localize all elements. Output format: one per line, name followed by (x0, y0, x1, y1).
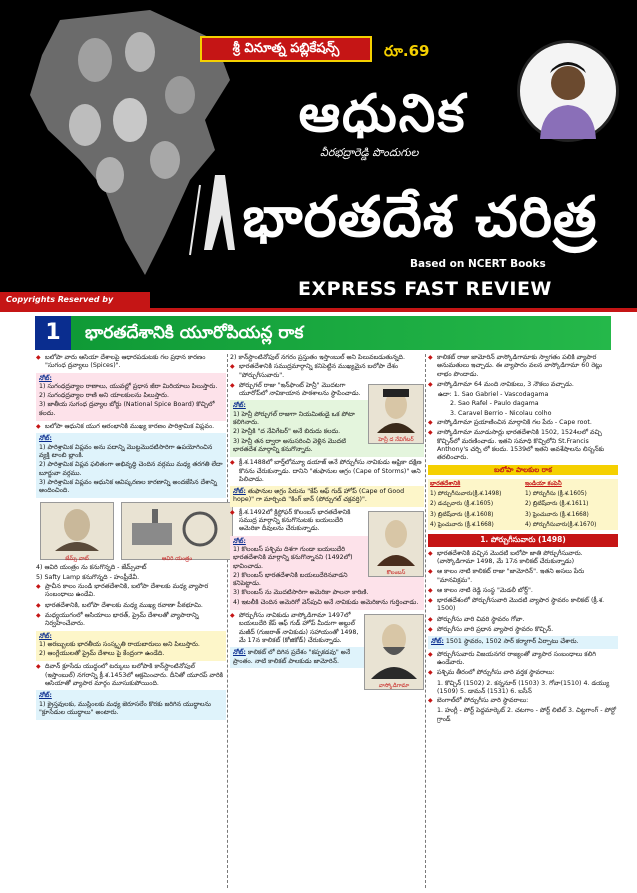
note-label: నోట్: (233, 537, 246, 545)
note-label: నోట్: (39, 374, 52, 382)
image-caption: హెన్రీ ద నేవిగేటర్ (378, 437, 414, 444)
bullet-text: ◆ దివాన్ క్రూసేడు యుద్ధంలో టర్కులు బలోపాకి కాన్‌స్టాంటినోపుల్ (ఇస్తాంబుల్) నగరాన్ని క్రీ.శ.1453లో ఆక్రమించారు. దీనితో యూరప్ వారికి ఆసియాతో వ్యాపార మార్గం మూసుకుపోయింది. (36, 663, 226, 688)
bullet-text: ◆ ప్రాచీన కాలం నుండి భారతదేశానికి, బలోపా దేశాలకు మధ్య వ్యాపార సంబంధాలు ఉండేవి. (36, 583, 226, 600)
note-item: 3) పారిశ్రామిక విప్లవం ఆధునిక ఆవిష్కరణల కారణాన్ని అందజేసిన దేశాన్ని అందించింది. (39, 478, 217, 495)
column-divider (227, 354, 228, 888)
image-caption: జేమ్స్ వాట్ (65, 555, 89, 562)
table-title: బలోపా పాలకుల రాక (428, 465, 618, 475)
bullet-text: ◆ భారతదేశంలో పోర్చుగీసువారి మొదటి వ్యాపార స్థావరం కాలికట్ (క్రీ.శ. 1500) (428, 597, 618, 614)
table-cell: 1) పోర్చుగీసు (క్రీ.శ.1605) (523, 489, 618, 499)
note-box (428, 636, 618, 648)
note-item: 1) హెన్రీ పోర్చుగల్ రాజుగా నియమితుడై ఒక పోటా కలిగినారు. (233, 410, 355, 427)
chapter-number: 1 (35, 316, 71, 350)
note-box (230, 486, 424, 507)
portrait-6 (150, 141, 180, 179)
note-item: 2) ఆంగ్లేయులతో ప్రైమ్ దేశాలు పై కేంద్రంగా ఉండేది. (39, 650, 165, 658)
note-label: నోట్: (233, 649, 246, 657)
bullet-text: ◆ భారతదేశానికి వచ్చిన మొదటి బలోపా జాతి పోర్చుగీసువారు. (వాస్కోడిగామా 1498, మే 17న కాలికట్ చేరుకున్నాడు) (428, 550, 618, 567)
list-item: 1. హుగ్లీ - పోర్ట్ పెద్దమార్కెట్ 2. చటగాం - పోర్ట్ లిటిల్ 3. చిట్టగాంగ్ - పోర్టో గ్రాండ్ (437, 707, 617, 723)
portrait-5 (113, 98, 147, 142)
chapter-title: భారతదేశానికి యూరోపియన్ల రాక (71, 316, 611, 350)
table-row (428, 510, 618, 520)
bullet-text: ◆ కాలికట్ రాజు జామోరిన్ వాస్కోడిగామాకు స్వాగతం పలికి వ్యాపార అనుమతులు ఇచ్చాడు. ఈ వ్యాపారం వలన వాస్కోడిగామా 60 రెట్లు లాభం పొందాడు. (428, 354, 618, 379)
bullet-text: ◆ పోర్చుగీసు వారి ప్రధాన వ్యాపార స్థావరం కొచ్చిన్. (428, 626, 618, 634)
bullet-text: ◆ ఆ కాలం నాటి రెడ్డి సంస్థ "మెడలీ బోర్డ్". (428, 587, 618, 595)
bullet-text: ◆ భారతదేశానికి సముద్రమార్గాన్ని కనిపెట్టిన ముఖ్యమైన బలోపా దేశం "పోర్చుగీసువారు". (230, 363, 424, 380)
note-label: నోట్: (39, 632, 52, 640)
table-row (428, 499, 618, 509)
note-label: నోట్: (39, 692, 52, 700)
bullet-text: ◆ వాస్కోడిగామా ప్రయాణించిన మార్గానికి గల పేరు - Cape root. (428, 419, 618, 427)
bullet-text: ◆ భారతదేశానికి, బలోపా దేశాలకు మధ్య ముఖ్య రవాణా పీఠభూమి. (36, 602, 226, 610)
arrival-table (428, 479, 618, 530)
note-box (36, 690, 226, 720)
image-caption: ఆవిరి యంత్రం (161, 555, 193, 562)
table-cell: 3) బ్రిటిష్‌వారు (క్రీ.శ.1608) (428, 510, 523, 520)
bullet-text: ◆ వాస్కోడిగామా మూడుసార్లు భారతదేశానికి 1502, 1524లలో వచ్చి కొచ్చిన్‌లో మరణించాడు. ఇతని సమాధి కొచ్చిలోని St.Francis Anthony's చర్చి లో కలదు. 1539లో ఇతని అవశేషాలను లిస్బన్‌కు తరలించారు. (428, 429, 618, 462)
ship-item: ఉదా: 1. Sao Gabriel - Vascodagama (438, 391, 549, 399)
table-header-cell: భారతదేశానికి (428, 479, 523, 489)
list-item: 5) Safty Lamp కనుగొన్నది - హంఫ్రీడేవీ. (36, 573, 140, 581)
bullet-text: ◆ పోర్చుగీసువారు విజయనగర రాజ్యంతో వ్యాపార సంబంధాలు కలిగి ఉండేవారు. (428, 651, 618, 668)
steam-engine-illustration (121, 502, 233, 560)
book-title-line2: భారతదేశ చరిత్ర (242, 185, 598, 250)
image-caption: కొలంబస్ (386, 570, 406, 577)
ncert-note: Based on NCERT Books (410, 258, 546, 270)
note-item: 2) హెన్రీకి "ద నేవిగేటర్" అనే బిరుదు కలదు. (233, 428, 341, 436)
table-cell: 1) పోర్చుగీసువారు(క్రీ.శ.1498) (428, 489, 523, 499)
book-title-line1: ఆధునిక (298, 84, 467, 144)
james-watt-portrait (40, 502, 114, 560)
bullet-text: ◆ పోర్చుగల్ రాజు "ఇన్‌ఫాంట్ హెన్రీ" మొదటగా యూరోప్‌లో నావికాయాన పాఠశాలను స్థాపించాడు. (230, 382, 424, 399)
note-item: 3) జాతీయ సుగంధ ద్రవ్యాల బోర్డు (National Spice Board) కొచ్చిలో కలదు. (39, 401, 215, 417)
bullet-text: ◆ పోర్చుగీసు వారి చివరి స్థావరం గోవా. (428, 616, 618, 624)
note-item: 3) హెన్రీ తన ద్వారా అనుసరించి వెళ్లిన మొదటి భారతదేశ మార్గాన్ని కనుగొన్నారు. (233, 437, 346, 453)
column-1 (36, 354, 226, 722)
column-divider (425, 354, 426, 888)
bullet-text: ◆ మధ్యయుగంలో ఆసియాలు భారత్, ప్రైమ్ దేశాలతో వ్యాపారాన్ని నిర్వహించేవారు. (36, 612, 226, 629)
note-label: నోట్: (431, 638, 444, 646)
portrait-2 (125, 32, 155, 72)
bullet-text: ◆ బెంగాల్‌లో పోర్చుగీసు వారి స్థావరాలు: (428, 697, 618, 705)
table-cell: 4) ఫ్రెంచువారు (క్రీ.శ.1668) (428, 520, 523, 530)
table-cell: 2) బ్రిటిష్‌వారు (క్రీ.శ.1611) (523, 499, 618, 509)
note-box (36, 433, 226, 498)
note-item: 4) ఇటలీకి చెందిన అమెరిగో వెస్‌పుచి అనే నావికుడు అమెరికాను గుర్తించాడు. (233, 598, 419, 606)
section-heading: 1. పోర్చుగీసువారు (1498) (428, 534, 618, 546)
table-cell: 3) ఫ్రెంచువారు (క్రీ.శ.1668) (523, 510, 618, 520)
table-row (428, 489, 618, 499)
portrait-1 (78, 38, 112, 82)
note-item: 1) పారిశ్రామిక విప్లవం అను పదాన్ని మొట్టమొదటిసారిగా ఉపయోగించిన వ్యక్తి టాంబి బ్లాంకి. (39, 443, 213, 459)
ship-item: 3. Caravel Berrio - Nicolau colho (450, 409, 552, 417)
list-item: 4) ఆవిరి యంత్రం ను కనుగొన్నది - జేమ్స్‌వాట్ (36, 564, 147, 572)
list-item: 1. కొచ్చిన్ (1502) 2. కన్ననూర్ (1503) 3. గోవా(1510) 4. డయ్యు (1509) 5. డామన్ (1531) 6. బసీన్ (437, 679, 610, 695)
copyright-tag: Copyrights Reserved by (0, 292, 150, 308)
table-header-cell: ఇండియా కంపెనీ (523, 479, 618, 489)
note-item: 2) పారిశ్రామిక విప్లవ ఫలితంగా అభివృద్ధి చెందిన వర్గము మధ్య తరగతి లేదా బూర్జువా వర్గము. (39, 461, 223, 477)
bullet-text: ◆ పోర్చుగీసు నావికుడు వాస్కోడిగామా 1497లో బయలుదేరి కేప్ ఆఫ్ గుడ్ హోప్ మీదుగా అబ్దుల్ మజీద్ (గుజరాత్ నావికుడు) సహాయంతో 1498, మే 17న కాలికట్ (కోజికోడ్) చేరుకున్నాడు. (230, 612, 424, 645)
note-label: నోట్: (39, 435, 52, 443)
portrait-3 (165, 76, 195, 114)
ship-item: 2. Sao Rafel - Paulo dagama (450, 400, 539, 408)
list-item: 2) కాన్‌స్టాంటినోపుల్ నగరం ప్రస్తుతం ఇస్తాంబుల్ అని పిలువబడుతున్నది. (230, 354, 405, 361)
note-item: 1) క్రైస్తవులకు, ముస్లింలకు మధ్య జెరూసలేం కొరకు జరిగిన యుద్ధాలను "క్రూసేడుల యుద్ధాలు" అంటారు. (39, 700, 211, 716)
series-title: EXPRESS FAST REVIEW (298, 278, 552, 300)
note-box (36, 631, 226, 662)
table-cell: 4) పోర్చుగీసువారు(క్రీ.శ.1670) (523, 520, 618, 530)
column-2 (230, 354, 424, 692)
note-item: 1) సుగంధద్రవ్యాల రాణాలు, యువల్లో ప్రధాన జీరా మిరియాలు పిలుస్తారు. (39, 382, 218, 390)
bullet-text: ◆ వాస్కోడిగామా 64 మంది నావికులు, 3 నౌకలు వచ్చాడు. (428, 381, 618, 389)
cover-banner (0, 0, 637, 308)
walking-stick (190, 185, 200, 255)
bullet-text: ◆ బలోపా వారు ఆసియా దేశాలపై ఆధారపడుటకు గల ప్రధాన కారణం "సుగంధ ద్రవ్యాలు (Spices)". (36, 354, 226, 371)
bullet-text: ◆ క్రీ.శ.1488లో బార్త్‌లోమ్యూ డయాజ్ అనే పోర్చుగీసు నావికుడు ఆఫ్రికా దక్షిణ కొనను చేరుకున్నాడు. దానిని "తుఫానుల అగ్రం (Cape of Storms)" అని పిలిచాడు. (230, 459, 424, 484)
image-caption: వాస్కోడిగామా (378, 683, 410, 690)
note-item: కాలికట్ లో దిగిన ప్రదేశం "కప్పకడవు" అనే ప్రాంతం. నాటి కాలికట్ పాలకుడు జామోరిన్. (233, 649, 351, 665)
bullet-text: ◆ క్రీ.శ.1492లో క్రిస్టోఫర్ కొలంబస్ భారతదేశానికి సముద్ర మార్గాన్ని కనుగొనుటకు బయలుదేరి అమెరికా దీవులను చేరుకున్నాడు. (230, 509, 424, 534)
bullet-text: ◆ పశ్చిమ తీరంలో పోర్చుగీసు వారి వర్తక స్థావరాలు: (428, 669, 618, 677)
note-item: 3) కొలంబస్ ను మొదటిసారిగా అమెరికా పాలనా కారిణి. (233, 589, 369, 597)
note-item: 1) కొలంబస్ పశ్చిమ దిశగా గుండా బయలుదేరి భారతదేశానికి మార్గాన్ని కనుగొన్నానని (1492లో) భావించాడు. (233, 545, 353, 570)
column-3 (428, 354, 618, 725)
author-portrait-icon (520, 43, 616, 139)
price-label: రూ.69 (384, 42, 430, 60)
table-cell: 2) డచ్చువారు (క్రీ.శ.1605) (428, 499, 523, 509)
portrait-7 (96, 157, 124, 193)
author-name: వీరభద్రారెడ్డి పొందుగుల (320, 146, 419, 159)
note-label: నోట్: (233, 402, 246, 410)
table-row (428, 520, 618, 530)
note-item: తుఫానుల అగ్రం పేరును "కేప్ ఆఫ్ గుడ్ హోప్ (Cape of Good hope)" గా మార్చింది "కింగ్ జాన్ (పోర్చుగల్ చక్రవర్తి)". (233, 488, 405, 504)
portrait-4 (69, 104, 101, 146)
note-label: నోట్: (233, 488, 246, 496)
bullet-text: ◆ బలోపా ఆధునిక యుగ ఆరంభానికి ముఖ్య కారణం పారిశ్రామిక విప్లవం. (36, 423, 226, 431)
note-box (36, 373, 226, 421)
illustration-row (36, 500, 226, 562)
table-header-row (428, 479, 618, 489)
note-item: 2) సుగంధద్రవ్యాల రాణి అని యాలకులను పిలుస్తారు. (39, 392, 169, 400)
bullet-text: ◆ ఆ కాలం నాటి కాలికట్ రాజు "జామోరిన్". ఇతని అసలు పేరు "మానవిక్రమ". (428, 568, 618, 585)
note-item: 1501 స్థావరం, 1502 సార్ కర్మాగార్ ఏర్పాటు చేశారు. (445, 638, 579, 646)
note-item: 1) అరబ్బులకు భారతీయ సంస్కృతి రాయబారులు అని పిలుస్తారు. (39, 640, 200, 648)
note-item: 2) కొలంబస్ భారతదేశానికి బయలుదేరినవాడని కనిపెట్టాడు. (233, 571, 348, 588)
publisher-label: శ్రీ వినూత్న పబ్లికేషన్స్ (200, 36, 372, 62)
author-photo (517, 40, 619, 142)
